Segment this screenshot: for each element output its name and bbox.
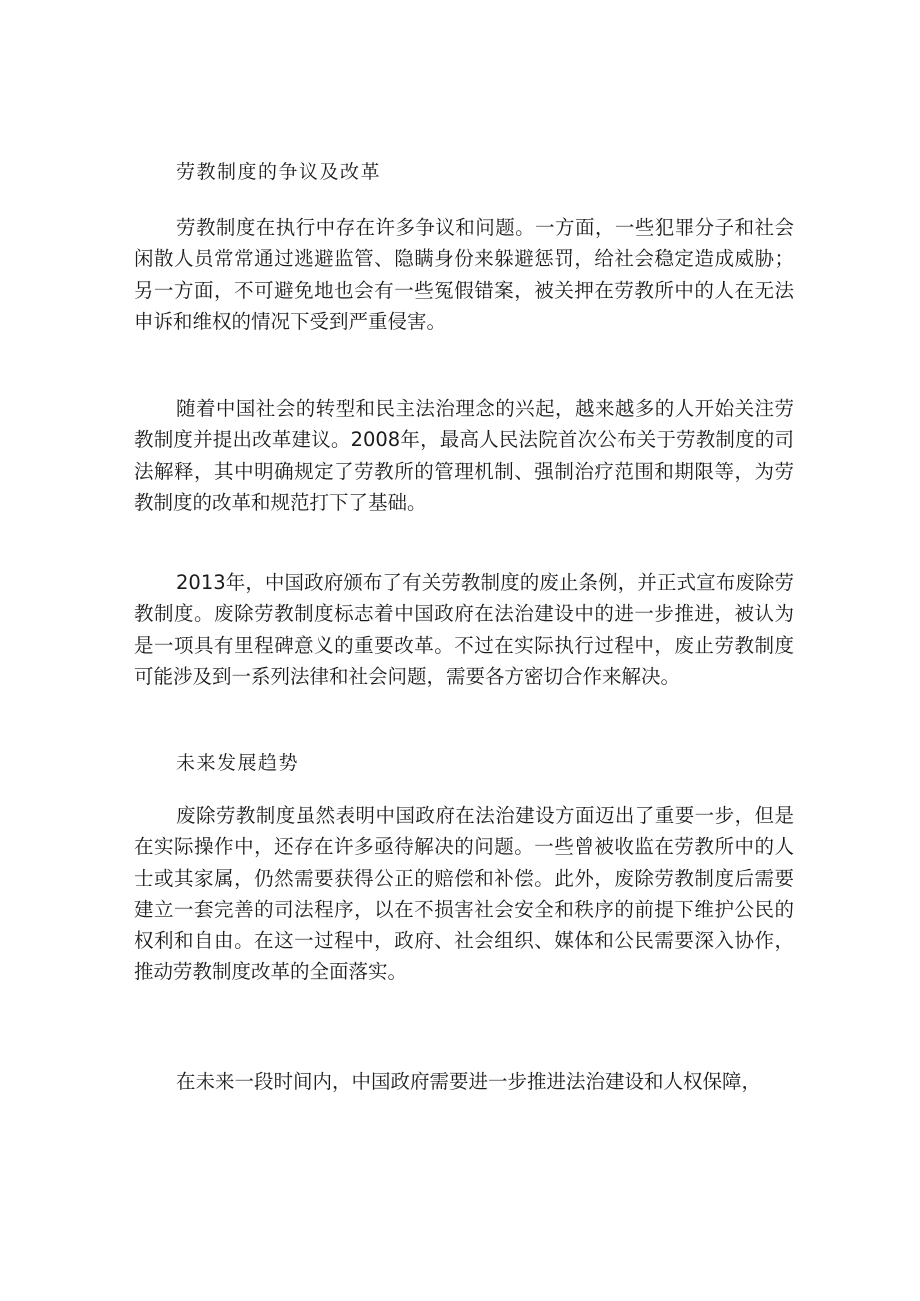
section-heading-controversy: 劳教制度的争议及改革 bbox=[176, 161, 382, 183]
paragraph-remaining-problems: 废除劳教制度虽然表明中国政府在法治建设方面迈出了重要一步，但是在实际操作中，还存在许多亟待解决的问题。一些曾被收监在劳教所中的人士或其家属，仍然需要获得公正的赔偿和补偿。此外，废除劳教制度后需要建立一套完善的司法程序，以在不损害社会安全和秩序的前提下维护公民的权利和自由。在这一过程中，政府、社会组织、媒体和公民需要深入协作，推动劳教制度改革的全面落实。 bbox=[134, 804, 794, 984]
paragraph-future-outlook: 在未来一段时间内，中国政府需要进一步推进法治建设和人权保障， bbox=[176, 1070, 762, 1093]
paragraph-reform-proposals: 随着中国社会的转型和民主法治理念的兴起，越来越多的人开始关注劳教制度并提出改革建议。2008年，最高人民法院首次公布关于劳教制度的司法解释，其中明确规定了劳教所的管理机制、强制治疗范围和期限等，为劳教制度的改革和规范打下了基础。 bbox=[134, 397, 794, 514]
paragraph-abolition: 2013年，中国政府颁布了有关劳教制度的废止条例，并正式宣布废除劳教制度。废除劳教制度标志着中国政府在法治建设中的进一步推进，被认为是一项具有里程碑意义的重要改革。不过在实际执行过程中，废止劳教制度可能涉及到一系列法律和社会问题，需要各方密切合作来解决。 bbox=[134, 571, 794, 688]
section-heading-future: 未来发展趋势 bbox=[176, 752, 300, 774]
paragraph-controversy: 劳教制度在执行中存在许多争议和问题。一方面，一些犯罪分子和社会闲散人员常常通过逃避监管、隐瞒身份来躲避惩罚，给社会稳定造成威胁；另一方面，不可避免地也会有一些冤假错案，被关押在劳教所中的人在无法申诉和维权的情况下受到严重侵害。 bbox=[134, 216, 794, 333]
